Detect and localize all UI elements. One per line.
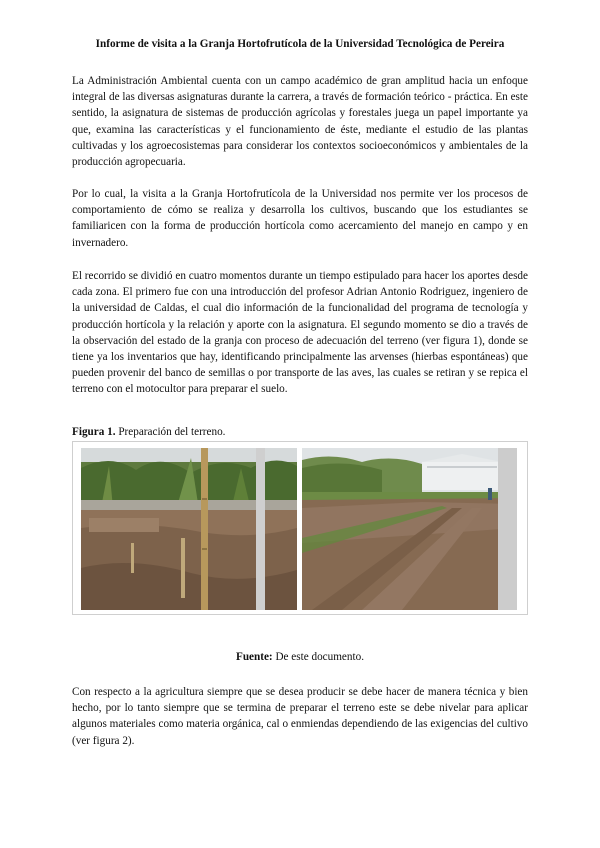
figure-source xyxy=(0,651,600,663)
source-text: De este documento. xyxy=(272,651,364,663)
paragraph-intro: La Administración Ambiental cuenta con un campo académico de gran amplitud hacia un enfoque integral de las diversas asignaturas durante la carrera, a través de formación teórico - práctica. En este sentido, la asignatura de sistemas de producción agrícolas y forestales juega un papel importante ya que, examina las características y el funcionamiento de éste, mediante el estudio de las plantas cultivadas y los agroecosistemas para considerar los contextos socioeconómicos y ambientales de la producción agropecuaria. xyxy=(72,75,528,169)
paragraph-tour-description: El recorrido se dividió en cuatro momentos durante un tiempo estipulado para hacer los aportes desde cada zona. El primero fue con una introducción del profesor Adrian Antonio Rodriguez, ingeniero de la universidad de Caldas, el cual dio información de la funcionalidad del programa de tecnología y producción hortícola y la relación y aporte con la asignatura. El segundo momento se dio a través de la observación del estado de la granja con proceso de adecuación del terreno (ver figura 1), donde se tiene ya los inventarios que hay, identificando principalmente las arvenses (hierbas espontáneas) que pueden provenir del banco de semillas o por transporte de las aves, las cuales se retiran y se repica el terreno con el motocultor para preparar el suelo. xyxy=(72,270,528,396)
photo-terrain-stakes xyxy=(81,448,297,610)
paragraph-visit-purpose: Por lo cual, la visita a la Granja Hortofrutícola de la Universidad nos permite ver los procesos de comportamiento de cómo se realiza y desarrolla los cultivos, buscando que los estudiantes se familiaricen con la forma de producción hortícola como acercamiento del manejo en campo y en invernadero. xyxy=(72,188,528,249)
document-title: Informe de visita a la Granja Hortofrutícola de la Universidad Tecnológica de Pereira xyxy=(95,38,505,50)
paragraph-agriculture: Con respecto a la agricultura siempre que se desea producir se debe hacer de manera técnica y bien hecho, por lo tanto siempre que se termina de preparar el terreno este se debe nivelar para aplicar algunos materiales como materia orgánica, cal o enmiendas dependiendo de las exigencias del cultivo (ver figura 2). xyxy=(72,686,528,747)
figure-label: Figura 1. xyxy=(72,426,116,438)
source-label: Fuente: xyxy=(235,651,273,663)
figure-caption-text: Preparación del terreno. xyxy=(115,426,226,438)
photo-prepared-beds xyxy=(302,448,517,610)
figure-1 xyxy=(72,441,528,615)
figure-caption xyxy=(72,426,225,438)
